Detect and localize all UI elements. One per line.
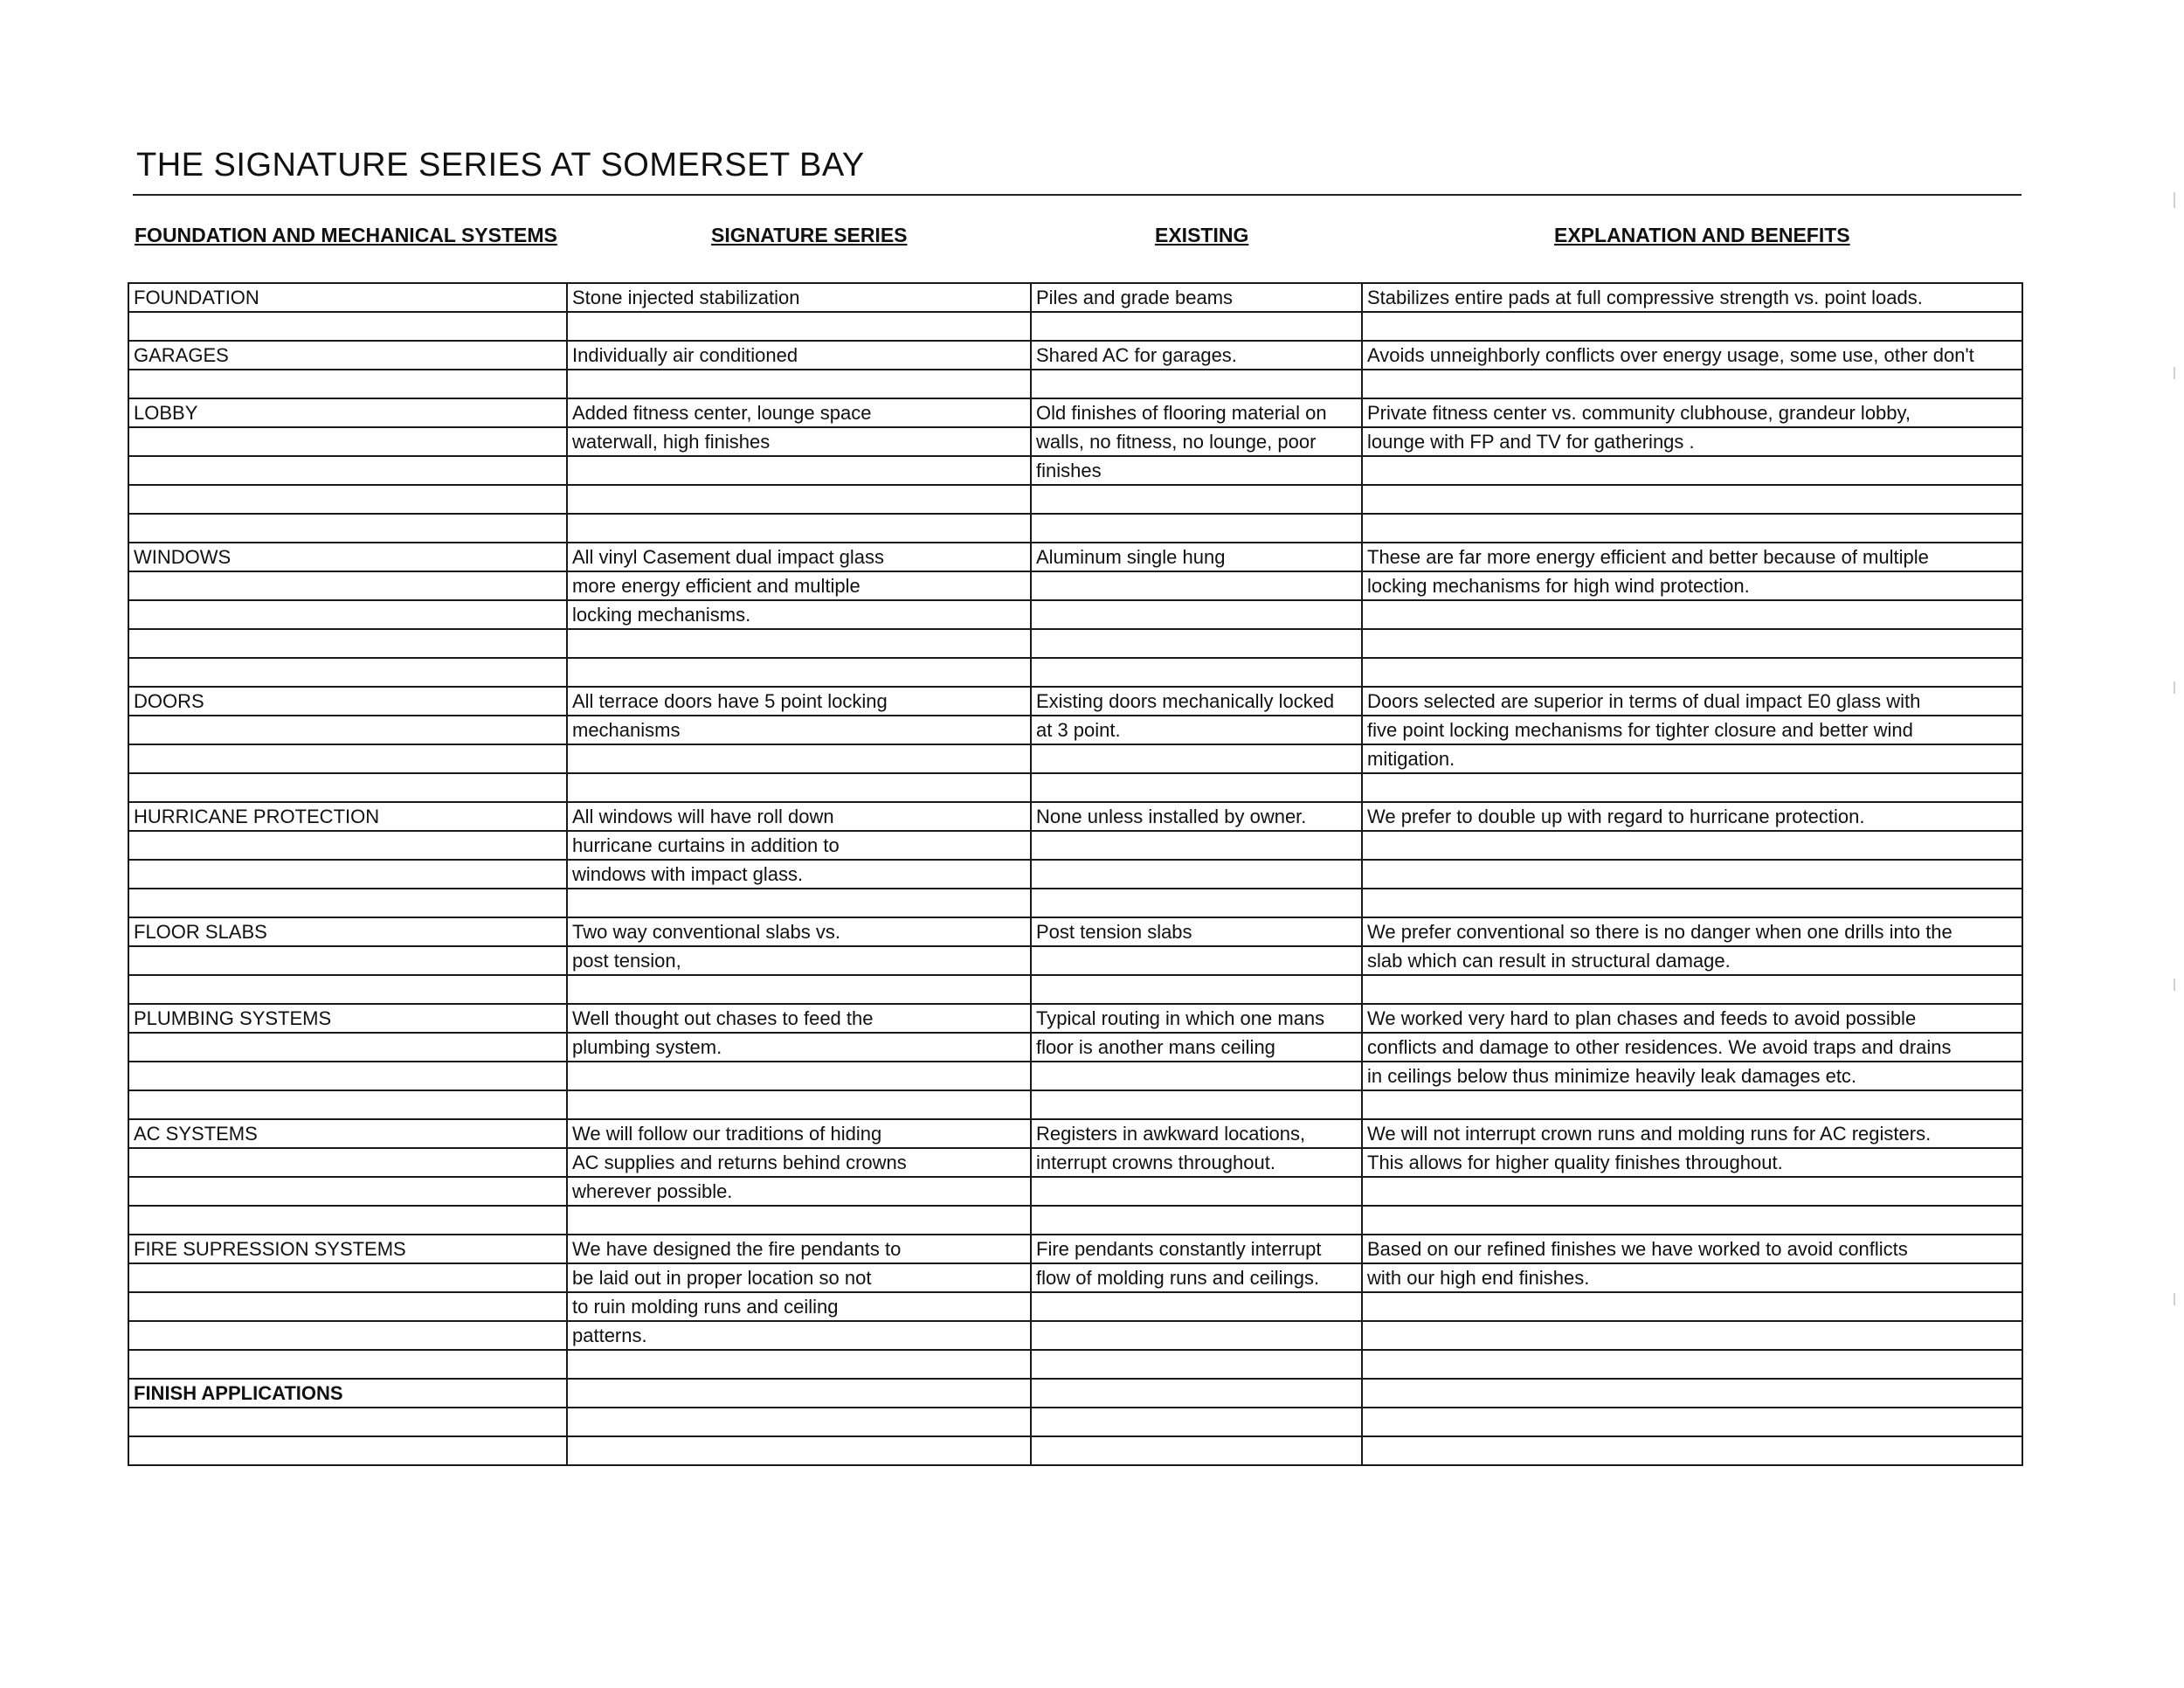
table-row	[128, 658, 2022, 687]
category-cell	[128, 975, 567, 1004]
existing-cell: Old finishes of flooring material on	[1031, 398, 1362, 427]
existing-cell	[1031, 1321, 1362, 1350]
explanation-cell: We prefer to double up with regard to hurricane protection.	[1362, 802, 2022, 831]
category-cell	[128, 1350, 567, 1379]
category-cell	[128, 600, 567, 629]
explanation-cell	[1362, 1321, 2022, 1350]
explanation-cell: Avoids unneighborly conflicts over energy usage, some use, other don't	[1362, 341, 2022, 370]
signature-series-cell	[567, 1350, 1031, 1379]
signature-series-cell	[567, 1436, 1031, 1465]
signature-series-cell: Added fitness center, lounge space	[567, 398, 1031, 427]
explanation-cell	[1362, 1177, 2022, 1206]
category-cell: FOUNDATION	[128, 283, 567, 312]
existing-cell: Piles and grade beams	[1031, 283, 1362, 312]
signature-series-cell	[567, 658, 1031, 687]
category-cell: GARAGES	[128, 341, 567, 370]
table-row	[128, 398, 2022, 427]
category-cell: FLOOR SLABS	[128, 917, 567, 946]
signature-series-cell	[567, 629, 1031, 658]
signature-series-cell	[567, 773, 1031, 802]
category-cell	[128, 744, 567, 773]
category-cell	[128, 1206, 567, 1235]
table-row	[128, 571, 2022, 600]
explanation-cell: with our high end finishes.	[1362, 1263, 2022, 1292]
explanation-cell	[1362, 514, 2022, 543]
column-header-signature-series: SIGNATURE SERIES	[711, 224, 908, 246]
existing-cell	[1031, 860, 1362, 889]
explanation-cell: These are far more energy efficient and better because of multiple	[1362, 543, 2022, 571]
existing-cell: Registers in awkward locations,	[1031, 1119, 1362, 1148]
existing-cell: finishes	[1031, 456, 1362, 485]
table-row	[128, 687, 2022, 716]
explanation-cell: locking mechanisms for high wind protection.	[1362, 571, 2022, 600]
category-cell: HURRICANE PROTECTION	[128, 802, 567, 831]
category-cell	[128, 1177, 567, 1206]
category-cell	[128, 1408, 567, 1436]
category-cell	[128, 514, 567, 543]
signature-series-cell	[567, 312, 1031, 341]
signature-series-cell: Well thought out chases to feed the	[567, 1004, 1031, 1033]
category-cell	[128, 1033, 567, 1062]
existing-cell	[1031, 1436, 1362, 1465]
table-row	[128, 1119, 2022, 1148]
existing-cell: flow of molding runs and ceilings.	[1031, 1263, 1362, 1292]
category-cell	[128, 716, 567, 744]
signature-series-cell: All windows will have roll down	[567, 802, 1031, 831]
signature-series-cell: All vinyl Casement dual impact glass	[567, 543, 1031, 571]
scan-edge-mark	[2174, 979, 2175, 991]
existing-cell	[1031, 1090, 1362, 1119]
signature-series-cell: more energy efficient and multiple	[567, 571, 1031, 600]
explanation-cell	[1362, 1206, 2022, 1235]
table-row	[128, 456, 2022, 485]
signature-series-cell	[567, 1408, 1031, 1436]
existing-cell	[1031, 744, 1362, 773]
explanation-cell	[1362, 1350, 2022, 1379]
category-cell	[128, 1090, 567, 1119]
category-cell	[128, 1062, 567, 1090]
explanation-cell: five point locking mechanisms for tighter closure and better wind	[1362, 716, 2022, 744]
existing-cell	[1031, 946, 1362, 975]
document-title: THE SIGNATURE SERIES AT SOMERSET BAY	[136, 147, 865, 183]
explanation-cell	[1362, 773, 2022, 802]
existing-cell	[1031, 1292, 1362, 1321]
category-cell	[128, 889, 567, 917]
existing-cell: at 3 point.	[1031, 716, 1362, 744]
existing-cell: walls, no fitness, no lounge, poor	[1031, 427, 1362, 456]
existing-cell	[1031, 889, 1362, 917]
category-cell	[128, 860, 567, 889]
existing-cell	[1031, 773, 1362, 802]
category-cell: FIRE SUPRESSION SYSTEMS	[128, 1235, 567, 1263]
table-row	[128, 860, 2022, 889]
signature-series-cell	[567, 975, 1031, 1004]
existing-cell	[1031, 1062, 1362, 1090]
table-row	[128, 1033, 2022, 1062]
explanation-cell	[1362, 860, 2022, 889]
explanation-cell	[1362, 485, 2022, 514]
table-row	[128, 1263, 2022, 1292]
explanation-cell: Based on our refined finishes we have worked to avoid conflicts	[1362, 1235, 2022, 1263]
signature-series-cell: windows with impact glass.	[567, 860, 1031, 889]
table-row	[128, 1206, 2022, 1235]
category-cell: PLUMBING SYSTEMS	[128, 1004, 567, 1033]
table-row	[128, 1292, 2022, 1321]
table-row	[128, 802, 2022, 831]
explanation-cell: conflicts and damage to other residences. We avoid traps and drains	[1362, 1033, 2022, 1062]
signature-series-cell	[567, 1062, 1031, 1090]
signature-series-cell: post tension,	[567, 946, 1031, 975]
signature-series-cell: Two way conventional slabs vs.	[567, 917, 1031, 946]
existing-cell	[1031, 312, 1362, 341]
signature-series-cell	[567, 485, 1031, 514]
signature-series-cell: We have designed the fire pendants to	[567, 1235, 1031, 1263]
table-row	[128, 917, 2022, 946]
explanation-cell	[1362, 1292, 2022, 1321]
table-row	[128, 283, 2022, 312]
explanation-cell	[1362, 456, 2022, 485]
signature-series-cell: to ruin molding runs and ceiling	[567, 1292, 1031, 1321]
category-cell: AC SYSTEMS	[128, 1119, 567, 1148]
existing-cell: Existing doors mechanically locked	[1031, 687, 1362, 716]
explanation-cell: in ceilings below thus minimize heavily leak damages etc.	[1362, 1062, 2022, 1090]
category-cell: LOBBY	[128, 398, 567, 427]
scan-edge-mark	[2174, 1293, 2175, 1305]
explanation-cell: Private fitness center vs. community clubhouse, grandeur lobby,	[1362, 398, 2022, 427]
signature-series-cell: plumbing system.	[567, 1033, 1031, 1062]
signature-series-cell: patterns.	[567, 1321, 1031, 1350]
table-row	[128, 975, 2022, 1004]
existing-cell: None unless installed by owner.	[1031, 802, 1362, 831]
category-cell	[128, 1263, 567, 1292]
table-row	[128, 1321, 2022, 1350]
category-cell	[128, 1292, 567, 1321]
category-cell	[128, 370, 567, 398]
explanation-cell	[1362, 1379, 2022, 1408]
existing-cell	[1031, 571, 1362, 600]
signature-series-cell	[567, 1206, 1031, 1235]
table-row	[128, 1436, 2022, 1465]
signature-series-cell: locking mechanisms.	[567, 600, 1031, 629]
signature-series-cell: waterwall, high finishes	[567, 427, 1031, 456]
table-row	[128, 1004, 2022, 1033]
existing-cell	[1031, 485, 1362, 514]
table-row	[128, 1148, 2022, 1177]
table-row	[128, 831, 2022, 860]
signature-series-cell: wherever possible.	[567, 1177, 1031, 1206]
category-cell	[128, 485, 567, 514]
comparison-table-body	[128, 283, 2022, 1465]
category-cell	[128, 1436, 567, 1465]
category-cell	[128, 773, 567, 802]
signature-series-cell: Individually air conditioned	[567, 341, 1031, 370]
table-row	[128, 1235, 2022, 1263]
explanation-cell	[1362, 975, 2022, 1004]
explanation-cell: We will not interrupt crown runs and molding runs for AC registers.	[1362, 1119, 2022, 1148]
explanation-cell	[1362, 629, 2022, 658]
category-cell	[128, 1148, 567, 1177]
existing-cell	[1031, 1177, 1362, 1206]
existing-cell	[1031, 1206, 1362, 1235]
existing-cell	[1031, 600, 1362, 629]
table-row	[128, 1350, 2022, 1379]
category-cell	[128, 427, 567, 456]
explanation-cell: We worked very hard to plan chases and feeds to avoid possible	[1362, 1004, 2022, 1033]
table-row	[128, 744, 2022, 773]
table-row	[128, 773, 2022, 802]
category-cell	[128, 1321, 567, 1350]
explanation-cell	[1362, 831, 2022, 860]
table-row	[128, 1379, 2022, 1408]
table-row	[128, 341, 2022, 370]
explanation-cell: mitigation.	[1362, 744, 2022, 773]
existing-cell: Shared AC for garages.	[1031, 341, 1362, 370]
scan-edge-mark	[2174, 192, 2175, 208]
category-cell: FINISH APPLICATIONS	[128, 1379, 567, 1408]
column-header-existing: EXISTING	[1155, 224, 1249, 246]
signature-series-cell	[567, 456, 1031, 485]
explanation-cell	[1362, 1408, 2022, 1436]
explanation-cell	[1362, 1436, 2022, 1465]
table-row	[128, 1062, 2022, 1090]
signature-series-cell	[567, 514, 1031, 543]
category-cell	[128, 456, 567, 485]
existing-cell	[1031, 831, 1362, 860]
explanation-cell	[1362, 370, 2022, 398]
signature-series-cell	[567, 1090, 1031, 1119]
signature-series-cell: Stone injected stabilization	[567, 283, 1031, 312]
scan-edge-mark	[2174, 681, 2175, 694]
existing-cell	[1031, 514, 1362, 543]
explanation-cell	[1362, 889, 2022, 917]
signature-series-cell	[567, 1379, 1031, 1408]
scan-edge-mark	[2174, 367, 2175, 379]
category-cell	[128, 946, 567, 975]
explanation-cell: lounge with FP and TV for gatherings .	[1362, 427, 2022, 456]
explanation-cell: slab which can result in structural damage.	[1362, 946, 2022, 975]
explanation-cell	[1362, 658, 2022, 687]
table-row	[128, 514, 2022, 543]
existing-cell: Typical routing in which one mans	[1031, 1004, 1362, 1033]
category-cell	[128, 629, 567, 658]
table-row	[128, 716, 2022, 744]
category-cell: WINDOWS	[128, 543, 567, 571]
explanation-cell: This allows for higher quality finishes throughout.	[1362, 1148, 2022, 1177]
explanation-cell: We prefer conventional so there is no danger when one drills into the	[1362, 917, 2022, 946]
existing-cell: floor is another mans ceiling	[1031, 1033, 1362, 1062]
signature-series-cell: All terrace doors have 5 point locking	[567, 687, 1031, 716]
existing-cell: Fire pendants constantly interrupt	[1031, 1235, 1362, 1263]
table-row	[128, 543, 2022, 571]
signature-series-cell: We will follow our traditions of hiding	[567, 1119, 1031, 1148]
explanation-cell	[1362, 312, 2022, 341]
table-row	[128, 600, 2022, 629]
table-row	[128, 629, 2022, 658]
comparison-table	[128, 282, 2023, 1466]
title-underline	[133, 194, 2022, 196]
table-row	[128, 946, 2022, 975]
signature-series-cell: AC supplies and returns behind crowns	[567, 1148, 1031, 1177]
table-row	[128, 370, 2022, 398]
category-cell	[128, 571, 567, 600]
signature-series-cell	[567, 889, 1031, 917]
existing-cell	[1031, 1408, 1362, 1436]
existing-cell	[1031, 1350, 1362, 1379]
table-row	[128, 1177, 2022, 1206]
table-row	[128, 427, 2022, 456]
table-row	[128, 312, 2022, 341]
existing-cell	[1031, 370, 1362, 398]
category-cell	[128, 831, 567, 860]
existing-cell	[1031, 629, 1362, 658]
table-row	[128, 889, 2022, 917]
existing-cell: Aluminum single hung	[1031, 543, 1362, 571]
explanation-cell: Doors selected are superior in terms of dual impact E0 glass with	[1362, 687, 2022, 716]
signature-series-cell: mechanisms	[567, 716, 1031, 744]
signature-series-cell	[567, 744, 1031, 773]
category-cell	[128, 312, 567, 341]
column-header-category: FOUNDATION AND MECHANICAL SYSTEMS	[135, 224, 557, 246]
signature-series-cell	[567, 370, 1031, 398]
existing-cell: Post tension slabs	[1031, 917, 1362, 946]
signature-series-cell: hurricane curtains in addition to	[567, 831, 1031, 860]
table-row	[128, 1090, 2022, 1119]
existing-cell	[1031, 1379, 1362, 1408]
signature-series-cell: be laid out in proper location so not	[567, 1263, 1031, 1292]
category-cell: DOORS	[128, 687, 567, 716]
existing-cell	[1031, 975, 1362, 1004]
explanation-cell	[1362, 1090, 2022, 1119]
explanation-cell	[1362, 600, 2022, 629]
table-row	[128, 1408, 2022, 1436]
table-row	[128, 485, 2022, 514]
explanation-cell: Stabilizes entire pads at full compressive strength vs. point loads.	[1362, 283, 2022, 312]
category-cell	[128, 658, 567, 687]
existing-cell: interrupt crowns throughout.	[1031, 1148, 1362, 1177]
column-header-explanation: EXPLANATION AND BENEFITS	[1554, 224, 1850, 246]
existing-cell	[1031, 658, 1362, 687]
